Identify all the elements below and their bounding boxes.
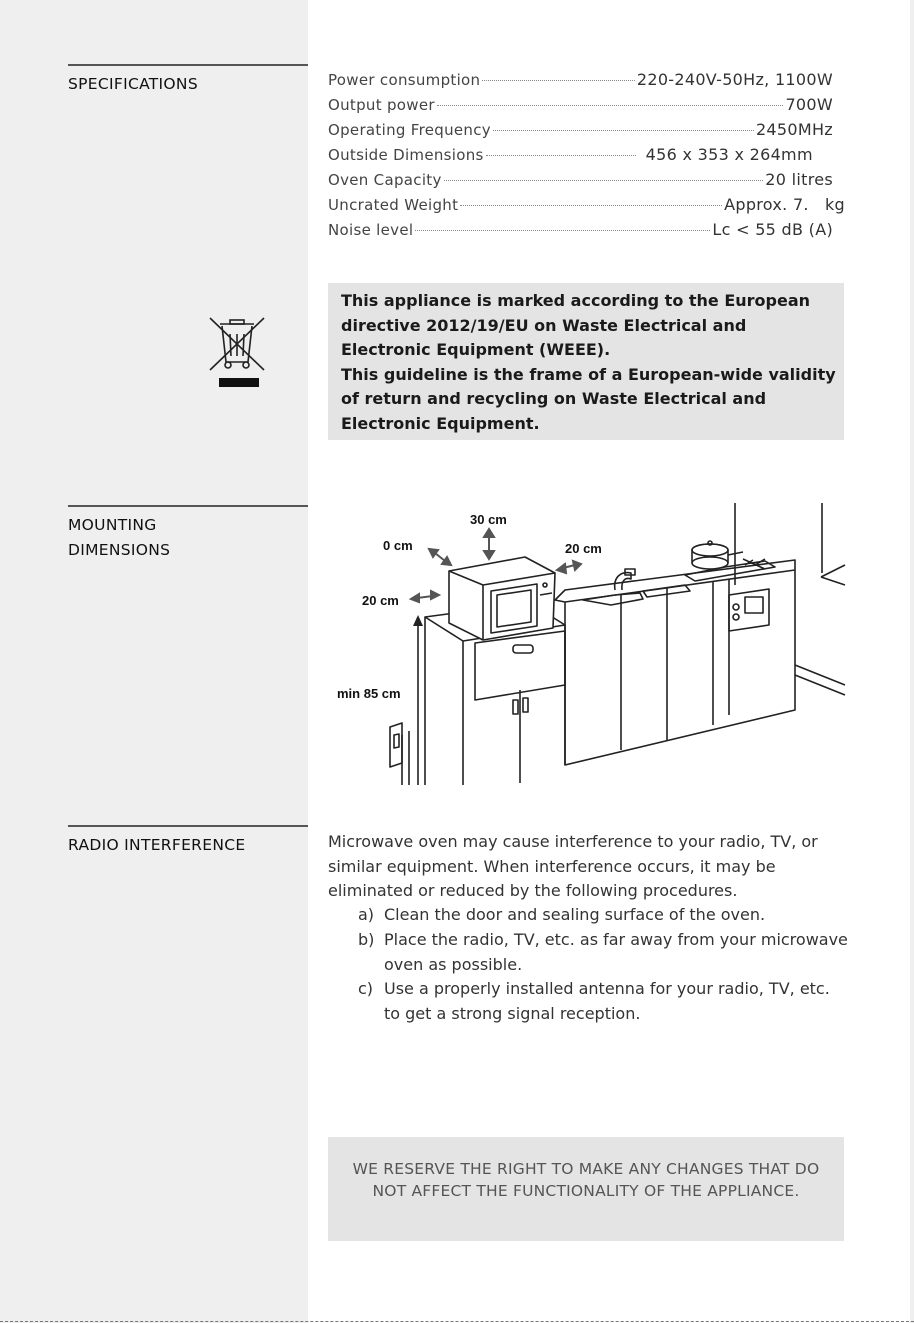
spec-label: Uncrated Weight [328,196,459,214]
height-label: min 85 cm [337,686,401,701]
weee-paragraph: This appliance is marked according to the European directive 2012/19/EU on Waste Electrical and Electronic Equipment (WEEE). [341,291,811,360]
spec-row [328,95,833,114]
notice-text: WE RESERVE THE RIGHT TO MAKE ANY CHANGES THAT DO NOT AFFECT THE FUNCTIONALITY OF THE APPLIANCE. [352,1160,820,1200]
spec-value: 20 litres [765,170,833,189]
spec-label: Oven Capacity [328,171,442,189]
spec-value: 456 x 353 x 264mm [645,145,813,164]
right-edge-strip [910,0,914,1323]
section-title-mounting-line1: MOUNTING [68,516,157,534]
spec-row [328,220,833,239]
dot-leader [493,130,754,131]
spec-label: Noise level [328,221,414,239]
section-title-mounting [68,505,308,563]
spec-row [328,195,845,214]
dot-leader [437,105,784,106]
sidebar-panel [0,0,308,1323]
radio-intro-text: Microwave oven may cause interference to your radio, TV, or similar equipment. When interference occurs, it may be eliminated or reduced by the following procedures. [328,832,818,900]
crossed-out-wheelie-bin-icon [206,314,268,392]
dot-leader [486,155,636,156]
section-title-radio: RADIO INTERFERENCE [68,825,308,858]
spec-value: 220-240V-50Hz, 1100W [636,70,833,89]
spec-label: Power consumption [328,71,481,89]
spec-row [328,170,833,189]
spec-row [328,70,833,89]
clearance-top-label: 30 cm [470,512,507,527]
dot-leader [460,205,722,206]
dot-leader [415,230,710,231]
spec-label: Output power [328,96,435,114]
clearance-right-label: 20 cm [565,541,602,556]
list-item-text: Place the radio, TV, etc. as far away from your microwave oven as possible. [384,930,848,974]
list-item [358,977,848,1026]
list-marker: c) [358,979,374,998]
list-item-text: Use a properly installed antenna for your radio, TV, etc. to get a strong signal reception. [384,979,830,1023]
list-marker: b) [358,930,375,949]
list-item [358,903,848,928]
section-title-mounting-line2: DIMENSIONS [68,541,171,559]
bottom-cut-line [0,1321,914,1322]
spec-value: Lc < 55 dB (A) [712,220,833,239]
mounting-diagram [325,495,855,795]
dot-leader [482,80,635,81]
spec-value: 700W [785,95,833,114]
list-item-text: Clean the door and sealing surface of the oven. [384,905,766,924]
clearance-back-label: 0 cm [383,538,413,553]
clearance-left-label: 20 cm [362,593,399,608]
spec-row [328,120,833,139]
weee-notice-text [341,289,836,437]
dot-leader [444,180,764,181]
section-title-specifications: SPECIFICATIONS [68,64,308,97]
spec-value: 2450MHz [755,120,833,139]
list-marker: a) [358,905,375,924]
spec-label: Outside Dimensions [328,146,484,164]
spec-value: Approx. 7. kg [724,195,845,214]
spec-label: Operating Frequency [328,121,491,139]
spec-row [328,145,842,164]
list-item [358,928,848,977]
weee-paragraph: This guideline is the frame of a European-wide validity of return and recycling on Waste Electrical and Electronic Equipment. [341,364,836,433]
